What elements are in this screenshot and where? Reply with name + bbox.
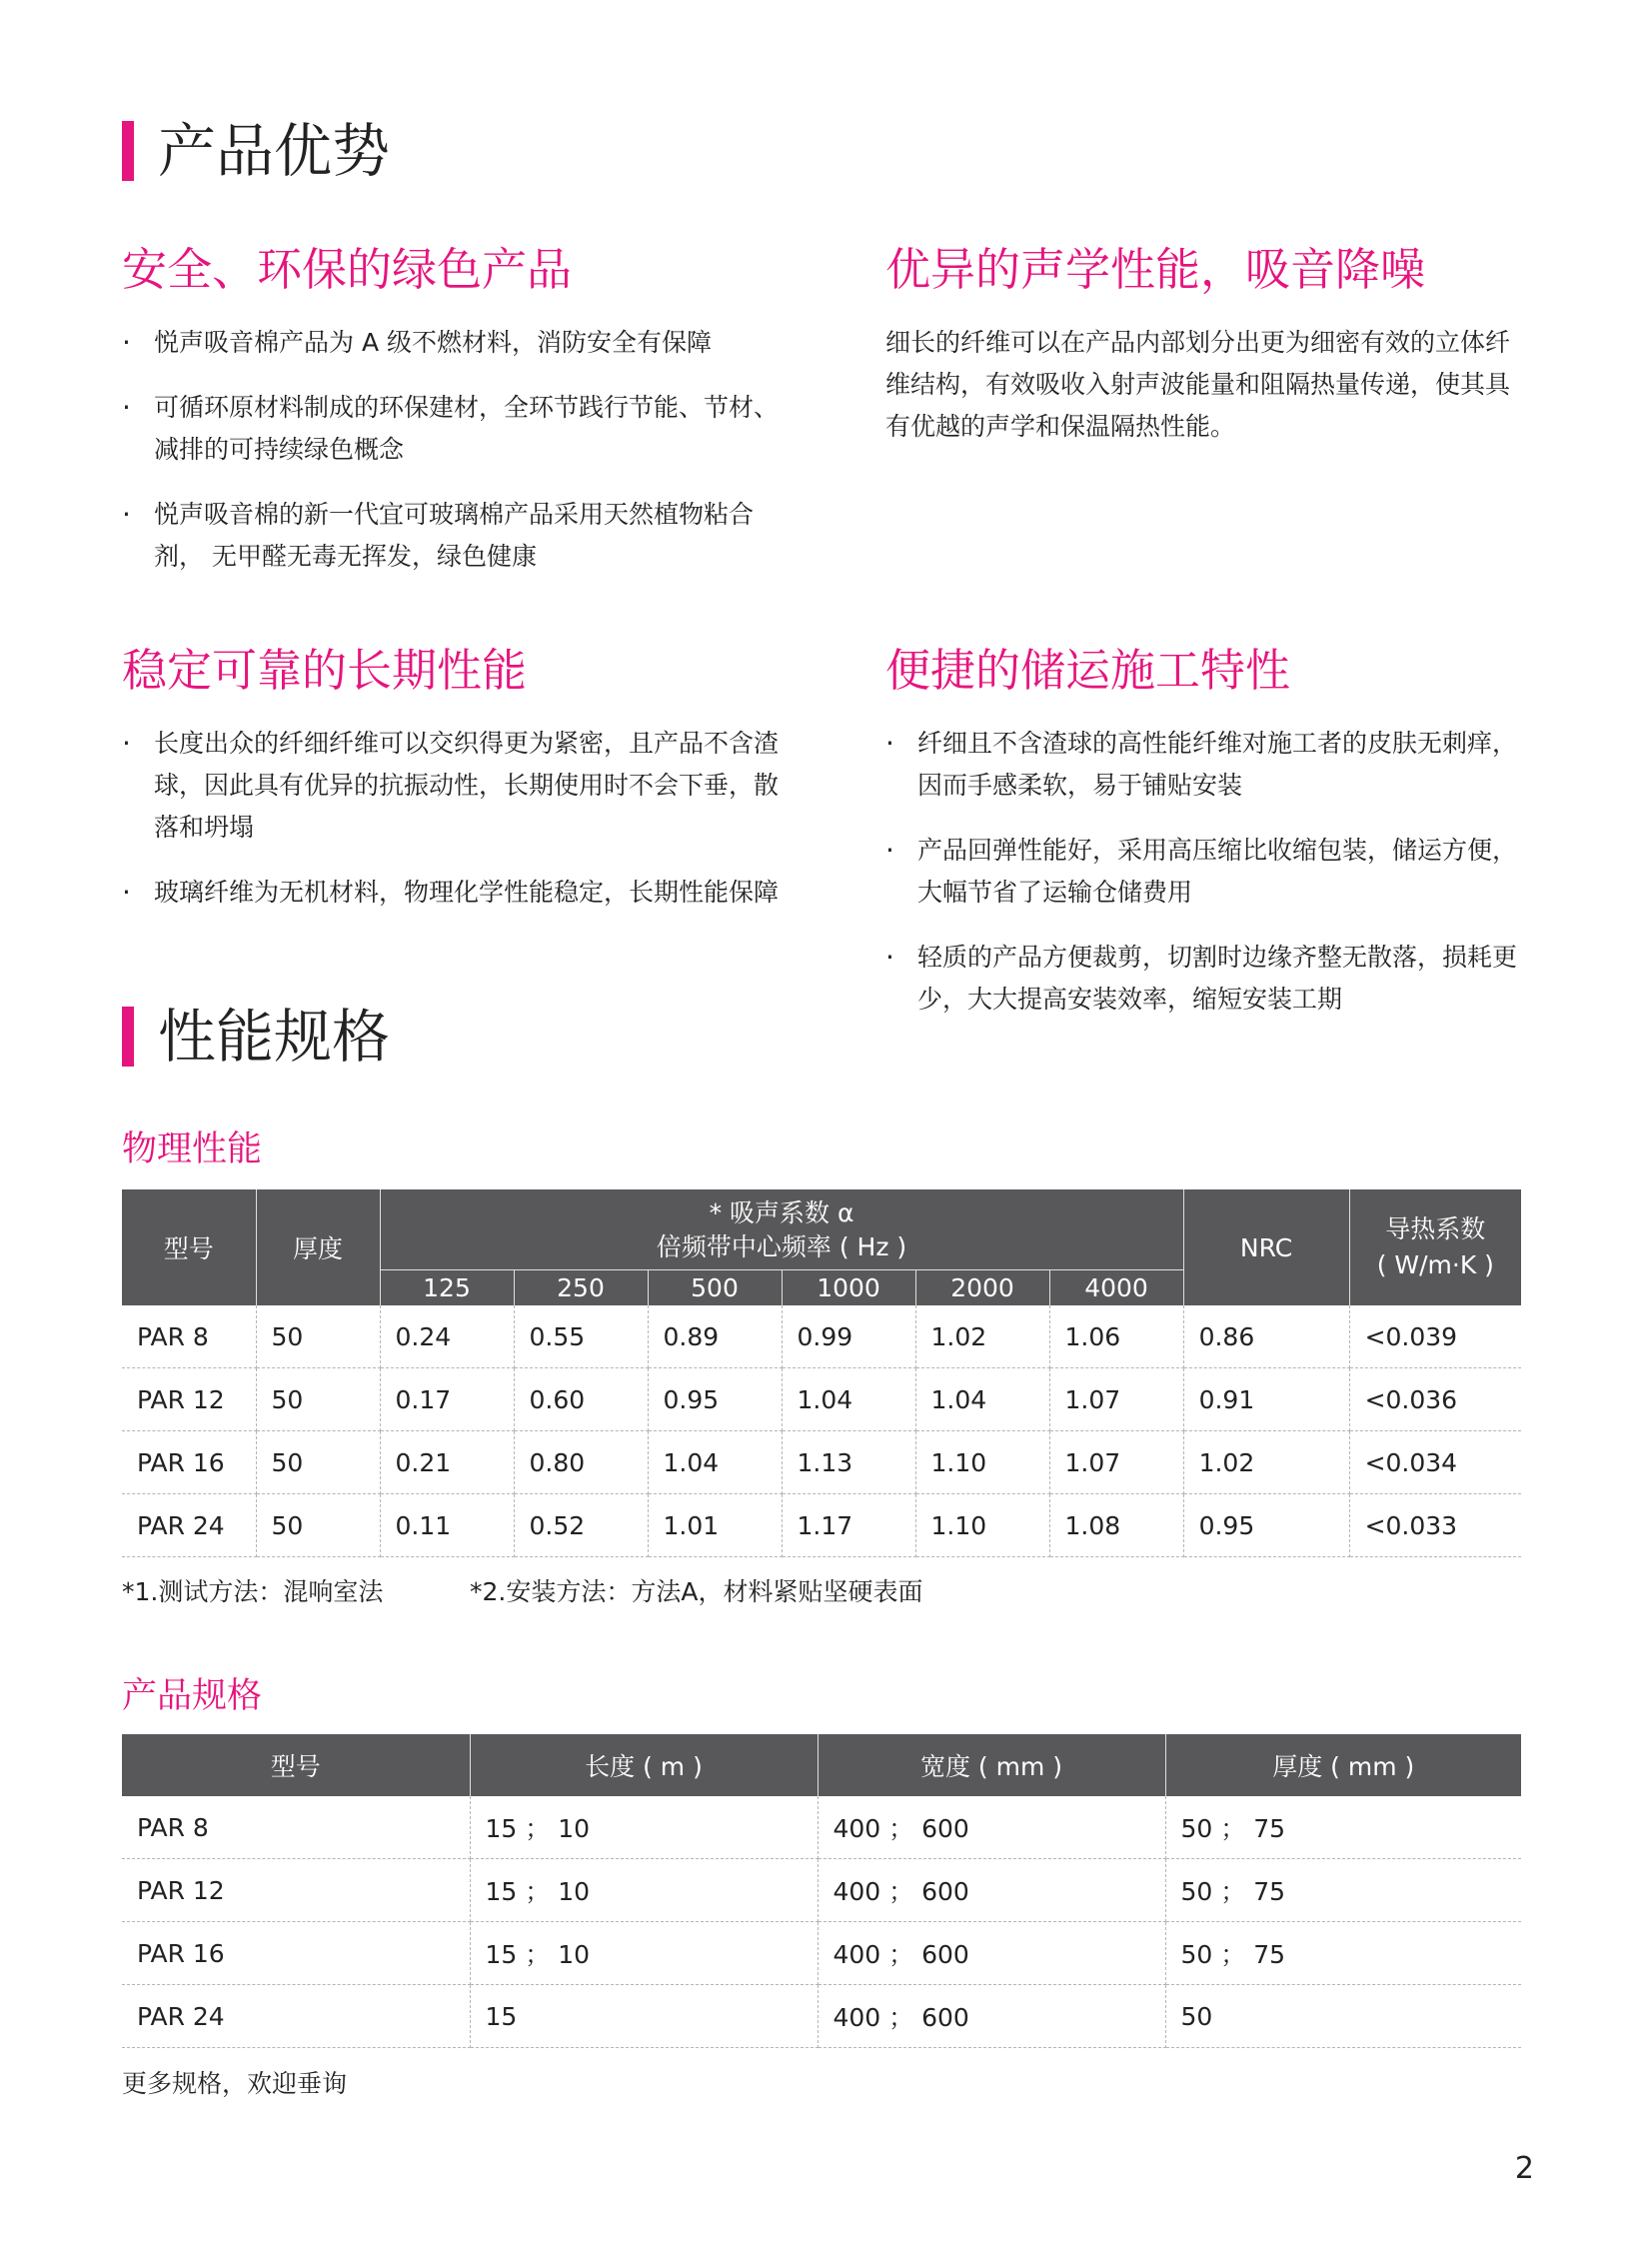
- list-item: · 长度出众的纤细纤维可以交织得更为紧密，且产品不含渣球，因此具有优异的抗振动性，长期使用时不会下垂，散落和坍塌: [122, 723, 802, 849]
- advantages-section-title: [122, 117, 391, 185]
- cell: 15 ； 10: [470, 1922, 818, 1985]
- acoustic-paragraph: 细长的纤维可以在产品内部划分出更为细密有效的立体纤维结构，有效吸收入射声波能量和阻隔热量传递，使其具有优越的声学和保温隔热性能。: [885, 328, 1511, 441]
- list-item: · 悦声吸音棉的新一代宜可玻璃棉产品采用天然植物粘合剂， 无甲醛无毒无挥发，绿色健康: [122, 494, 802, 578]
- cell: 1.01: [648, 1494, 782, 1557]
- block-heading-safety: 安全、环保的绿色产品: [122, 243, 573, 296]
- list-item: · 悦声吸音棉产品为 A 级不燃材料，消防安全有保障: [122, 322, 802, 364]
- list-item: · 可循环原材料制成的环保建材，全环节践行节能、节材、减排的可持续绿色概念: [122, 387, 802, 471]
- header-freq: 250: [514, 1269, 648, 1305]
- cell: <0.036: [1349, 1368, 1521, 1431]
- cell: 400 ； 600: [818, 1922, 1165, 1985]
- list-item: · 纤细且不含渣球的高性能纤维对施工者的皮肤无刺痒，因而手感柔软，易于铺贴安装: [885, 723, 1525, 807]
- cell: PAR 12: [122, 1368, 256, 1431]
- cell: 1.10: [915, 1431, 1049, 1494]
- table-row: [122, 1796, 1521, 1859]
- cell: 0.99: [782, 1305, 915, 1368]
- safety-list: [122, 322, 802, 601]
- header-freq: 2000: [915, 1269, 1049, 1305]
- cell: <0.034: [1349, 1431, 1521, 1494]
- header-thickness: 厚度: [256, 1189, 380, 1305]
- list-item: · 轻质的产品方便裁剪，切割时边缘齐整无散落，损耗更少，大大提高安装效率，缩短安装工期: [885, 937, 1525, 1021]
- cell: 1.02: [915, 1305, 1049, 1368]
- cell: 0.17: [380, 1368, 514, 1431]
- list-item: · 产品回弹性能好，采用高压缩比收缩包装，储运方便，大幅节省了运输仓储费用: [885, 830, 1525, 914]
- install-method-note: *2.安装方法：方法A，材料紧贴坚硬表面: [470, 1577, 923, 1606]
- cell: 1.02: [1183, 1431, 1349, 1494]
- header-freq: 4000: [1049, 1269, 1183, 1305]
- page-number: 2: [1514, 2151, 1534, 2186]
- cell: 50: [256, 1494, 380, 1557]
- header-freq: 500: [648, 1269, 782, 1305]
- cell: 0.80: [514, 1431, 648, 1494]
- header-width: 宽度 ( mm ): [818, 1734, 1165, 1796]
- cell: 1.04: [915, 1368, 1049, 1431]
- table-row: [122, 1368, 1521, 1431]
- header-thickness: 厚度 ( mm ): [1165, 1734, 1521, 1796]
- block-heading-acoustic: 优异的声学性能，吸音降噪: [885, 243, 1426, 296]
- header-conductivity-line2: ( W/m·K ): [1376, 1250, 1494, 1279]
- header-model: 型号: [122, 1734, 470, 1796]
- cell: 50 ； 75: [1165, 1922, 1521, 1985]
- table-row: [122, 1305, 1521, 1368]
- specs-title: 性能规格: [158, 1003, 391, 1071]
- header-length: 长度 ( m ): [470, 1734, 818, 1796]
- cell: 50: [256, 1368, 380, 1431]
- cell: 1.08: [1049, 1494, 1183, 1557]
- cell: 400 ； 600: [818, 1796, 1165, 1859]
- cell: 1.04: [782, 1368, 915, 1431]
- header-model: 型号: [122, 1189, 256, 1305]
- table-row: [122, 1922, 1521, 1985]
- block-heading-stability: 稳定可靠的长期性能: [122, 644, 528, 697]
- cell: 1.06: [1049, 1305, 1183, 1368]
- advantages-title: 产品优势: [158, 117, 391, 185]
- cell: 0.60: [514, 1368, 648, 1431]
- cell: 0.89: [648, 1305, 782, 1368]
- header-freq: 1000: [782, 1269, 915, 1305]
- table-row: [122, 1985, 1521, 2048]
- title-accent-bar: [122, 1007, 134, 1067]
- product-spec-heading: 产品规格: [122, 1676, 263, 1716]
- table-row: [122, 1859, 1521, 1922]
- cell: 1.07: [1049, 1368, 1183, 1431]
- cell: PAR 16: [122, 1922, 470, 1985]
- header-nrc: NRC: [1183, 1189, 1349, 1305]
- cell: 0.86: [1183, 1305, 1349, 1368]
- cell: 1.13: [782, 1431, 915, 1494]
- cell: 50 ； 75: [1165, 1796, 1521, 1859]
- cell: 400 ； 600: [818, 1985, 1165, 2048]
- cell: 0.52: [514, 1494, 648, 1557]
- header-absorption: [380, 1189, 1183, 1269]
- cell: 50: [256, 1431, 380, 1494]
- physical-heading: 物理性能: [122, 1129, 263, 1169]
- cell: 15: [470, 1985, 818, 2048]
- cell: 1.17: [782, 1494, 915, 1557]
- cell: <0.039: [1349, 1305, 1521, 1368]
- convenience-list: [885, 723, 1525, 1044]
- header-conductivity: [1349, 1189, 1521, 1305]
- header-absorption-line1: * 吸声系数 α: [709, 1198, 854, 1228]
- cell: PAR 16: [122, 1431, 256, 1494]
- more-specs-note: 更多规格，欢迎垂询: [122, 2069, 348, 2098]
- cell: 0.55: [514, 1305, 648, 1368]
- physical-properties-table: [122, 1189, 1521, 1557]
- specs-section-title: [122, 1003, 391, 1071]
- cell: 15 ； 10: [470, 1859, 818, 1922]
- cell: 400 ； 600: [818, 1859, 1165, 1922]
- table-row: [122, 1431, 1521, 1494]
- cell: PAR 24: [122, 1985, 470, 2048]
- cell: <0.033: [1349, 1494, 1521, 1557]
- test-method-note: *1.测试方法：混响室法: [122, 1577, 384, 1606]
- block-heading-convenience: 便捷的储运施工特性: [885, 644, 1291, 697]
- cell: 0.21: [380, 1431, 514, 1494]
- cell: 1.07: [1049, 1431, 1183, 1494]
- cell: PAR 8: [122, 1305, 256, 1368]
- header-conductivity-line1: 导热系数: [1385, 1214, 1486, 1243]
- cell: PAR 24: [122, 1494, 256, 1557]
- header-absorption-line2: 倍频带中心频率 ( Hz ): [656, 1232, 907, 1262]
- cell: 0.24: [380, 1305, 514, 1368]
- cell: 0.11: [380, 1494, 514, 1557]
- list-item: · 玻璃纤维为无机材料，物理化学性能稳定，长期性能保障: [122, 872, 802, 914]
- stability-list: [122, 723, 802, 937]
- product-spec-table: [122, 1734, 1521, 2048]
- table-row: [122, 1494, 1521, 1557]
- cell: PAR 12: [122, 1859, 470, 1922]
- cell: 0.95: [1183, 1494, 1349, 1557]
- cell: 1.04: [648, 1431, 782, 1494]
- cell: 50 ； 75: [1165, 1859, 1521, 1922]
- header-freq: 125: [380, 1269, 514, 1305]
- cell: 50: [1165, 1985, 1521, 2048]
- cell: PAR 8: [122, 1796, 470, 1859]
- cell: 0.91: [1183, 1368, 1349, 1431]
- cell: 0.95: [648, 1368, 782, 1431]
- cell: 1.10: [915, 1494, 1049, 1557]
- title-accent-bar: [122, 121, 134, 181]
- cell: 50: [256, 1305, 380, 1368]
- cell: 15 ； 10: [470, 1796, 818, 1859]
